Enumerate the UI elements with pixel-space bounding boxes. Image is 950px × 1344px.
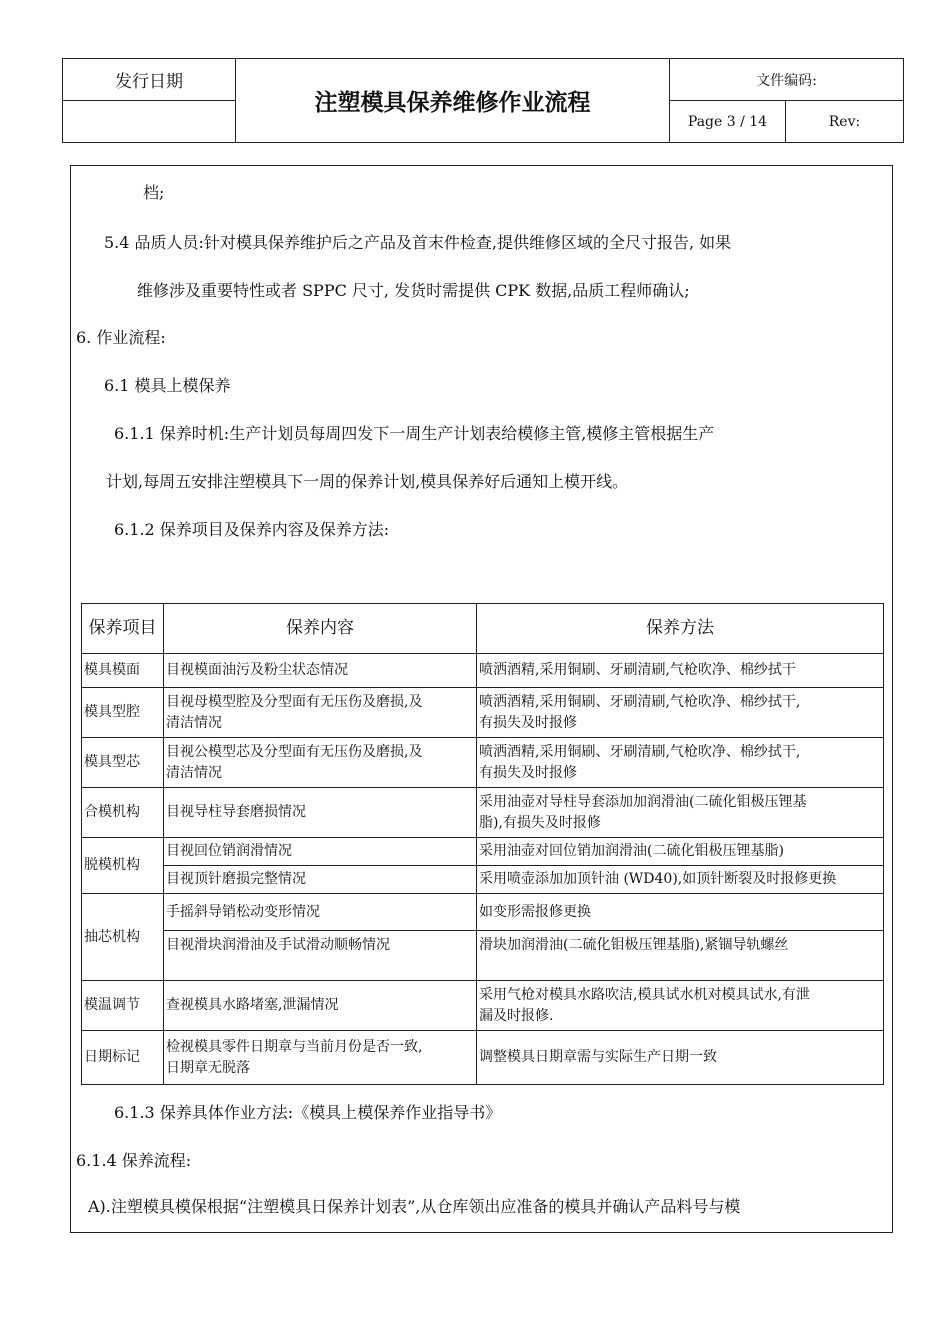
content-cell: 目视公模型芯及分型面有无压伤及磨损,及 清洁情况 bbox=[164, 738, 477, 788]
table-header-cell: 保养内容 bbox=[164, 604, 477, 654]
method-cell: 如变形需报修更换 bbox=[477, 894, 884, 931]
method-cell: 滑块加润滑油(二硫化钼极压锂基脂),紧锢导轨螺丝 bbox=[477, 931, 884, 981]
item-cell: 模具型腔 bbox=[82, 688, 164, 738]
method-cell: 采用油壶对回位销加润滑油(二硫化钼极压锂基脂) bbox=[477, 838, 884, 866]
issue-date-label: 发行日期 bbox=[63, 59, 236, 101]
content-cell: 手摇斜导销松动变形情况 bbox=[164, 894, 477, 931]
method-cell: 喷洒酒精,采用铜刷、牙刷清刷,气枪吹净、棉纱拭干, 有损失及时报修 bbox=[477, 738, 884, 788]
maintenance-table bbox=[81, 603, 884, 1085]
method-cell: 调整模具日期章需与实际生产日期一致 bbox=[477, 1031, 884, 1085]
paragraph-line: 6.1.3 保养具体作业方法:《模具上模保养作业指导书》 bbox=[114, 1103, 502, 1122]
content-cell: 目视回位销润滑情况 bbox=[164, 838, 477, 866]
item-cell: 抽芯机构 bbox=[82, 894, 164, 981]
document-header bbox=[62, 58, 904, 143]
method-cell: 采用喷壶添加加顶针油 (WD40),如顶针断裂及时报修更换 bbox=[477, 866, 884, 894]
table-row bbox=[82, 866, 884, 894]
method-cell: 采用油壶对导柱导套添加加润滑油(二硫化钼极压锂基 脂),有损失及时报修 bbox=[477, 788, 884, 838]
content-cell: 目视导柱导套磨损情况 bbox=[164, 788, 477, 838]
table-row bbox=[82, 738, 884, 788]
issue-date-value bbox=[63, 101, 236, 142]
content-cell: 目视顶针磨损完整情况 bbox=[164, 866, 477, 894]
content-cell: 检视模具零件日期章与当前月份是否一致, 日期章无脱落 bbox=[164, 1031, 477, 1085]
table-header-cell: 保养项目 bbox=[82, 604, 164, 654]
method-cell: 喷洒酒精,采用铜刷、牙刷清刷,气枪吹净、棉纱拭干 bbox=[477, 654, 884, 688]
page-number: Page 3 / 14 bbox=[670, 101, 786, 142]
paragraph-line: 维修涉及重要特性或者 SPPC 尺寸, 发货时需提供 CPK 数据,品质工程师确认; bbox=[137, 281, 690, 300]
item-cell: 模温调节 bbox=[82, 981, 164, 1031]
method-cell: 喷洒酒精,采用铜刷、牙刷清刷,气枪吹净、棉纱拭干, 有损失及时报修 bbox=[477, 688, 884, 738]
paragraph-line: 6.1.2 保养项目及保养内容及保养方法: bbox=[114, 520, 390, 539]
table-header-row bbox=[82, 604, 884, 654]
table-row bbox=[82, 1031, 884, 1085]
item-cell: 模具模面 bbox=[82, 654, 164, 688]
table-row bbox=[82, 838, 884, 866]
table-row bbox=[82, 931, 884, 981]
paragraph-line: 5.4 品质人员:针对模具保养维护后之产品及首末件检查,提供维修区域的全尺寸报告, 如果 bbox=[104, 233, 732, 252]
paragraph-line: A).注塑模具模保根据“注塑模具日保养计划表”,从仓库领出应准备的模具并确认产品料号与模 bbox=[88, 1197, 741, 1216]
item-cell: 日期标记 bbox=[82, 1031, 164, 1085]
file-code-label: 文件编码: bbox=[670, 59, 903, 101]
section-heading: 6.1.4 保养流程: bbox=[76, 1151, 192, 1170]
table-row bbox=[82, 981, 884, 1031]
content-cell: 目视滑块润滑油及手试滑动顺畅情况 bbox=[164, 931, 477, 981]
revision-label: Rev: bbox=[828, 113, 861, 130]
subsection-heading: 6.1 模具上模保养 bbox=[104, 376, 231, 395]
item-cell: 模具型芯 bbox=[82, 738, 164, 788]
paragraph-line: 档; bbox=[143, 183, 165, 202]
table-row bbox=[82, 688, 884, 738]
table-header-cell: 保养方法 bbox=[477, 604, 884, 654]
document-title: 注塑模具保养维修作业流程 bbox=[236, 59, 670, 142]
content-cell: 目视母模型腔及分型面有无压伤及磨损,及 清洁情况 bbox=[164, 688, 477, 738]
content-cell: 查视模具水路堵塞,泄漏情况 bbox=[164, 981, 477, 1031]
paragraph-line: 计划,每周五安排注塑模具下一周的保养计划,模具保养好后通知上模开线。 bbox=[106, 472, 629, 491]
table-row bbox=[82, 654, 884, 688]
paragraph-line: 6.1.1 保养时机:生产计划员每周四发下一周生产计划表给模修主管,模修主管根据生产 bbox=[114, 424, 715, 443]
content-cell: 目视模面油污及粉尘状态情况 bbox=[164, 654, 477, 688]
item-cell: 合模机构 bbox=[82, 788, 164, 838]
table-row bbox=[82, 894, 884, 931]
table-row bbox=[82, 788, 884, 838]
section-heading: 6. 作业流程: bbox=[76, 328, 166, 347]
method-cell: 采用气枪对模具水路吹洁,模具试水机对模具试水,有泄 漏及时报修. bbox=[477, 981, 884, 1031]
item-cell: 脱模机构 bbox=[82, 838, 164, 894]
